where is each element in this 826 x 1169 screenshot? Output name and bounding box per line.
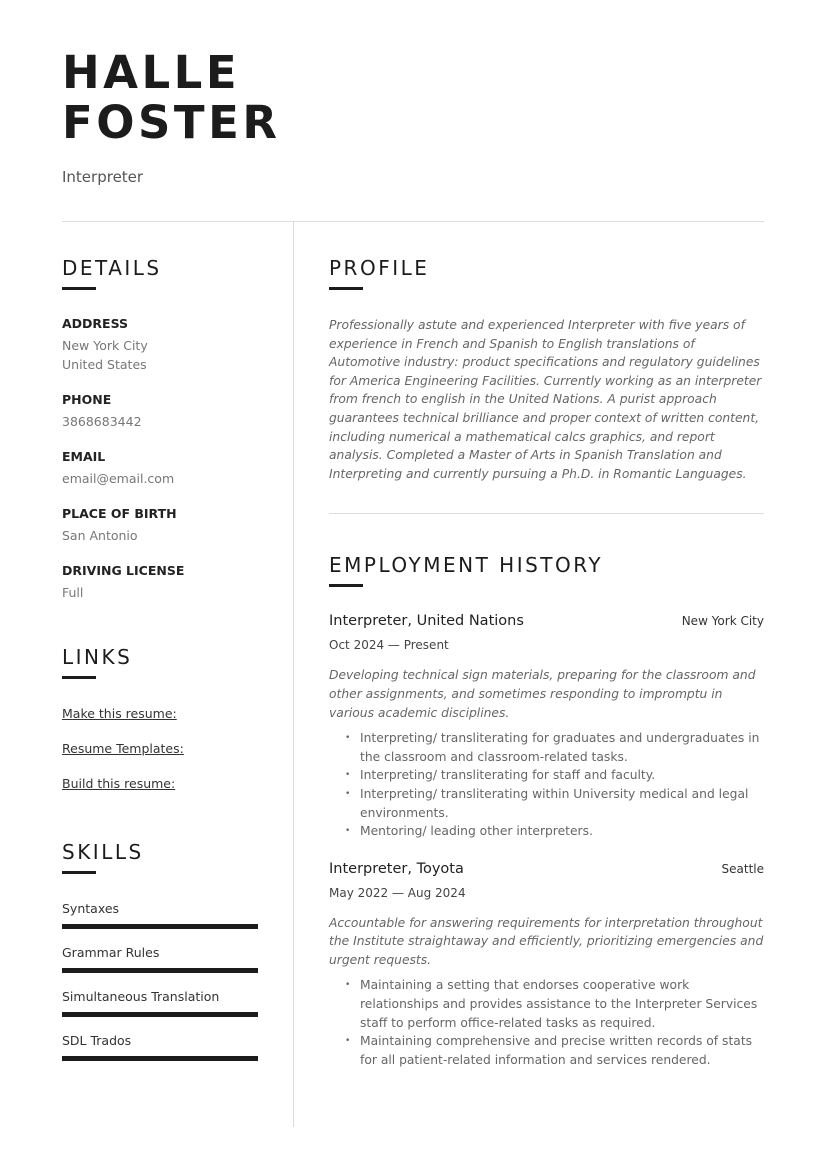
resume-link[interactable]: Resume Templates:: [62, 741, 184, 756]
details-section: [62, 255, 267, 602]
skills-section: [62, 839, 267, 1061]
detail-label: ADDRESS: [62, 316, 129, 331]
job-header: [329, 861, 764, 877]
heading-underline: [329, 584, 363, 587]
links-heading: LINKS: [62, 645, 133, 669]
employment-section: [329, 552, 764, 1069]
heading-underline: [62, 287, 96, 290]
skill-level-bar: [62, 1012, 258, 1017]
links-section: [62, 644, 267, 793]
employment-heading: EMPLOYMENT HISTORY: [329, 553, 604, 578]
skill-name: Simultaneous Translation: [62, 989, 220, 1004]
detail-label: PLACE OF BIRTH: [62, 506, 177, 521]
section-divider: [329, 513, 764, 514]
resume-link[interactable]: Make this resume:: [62, 706, 177, 721]
job-location: Seattle: [721, 861, 764, 876]
job-bullet: • Interpreting/ transliterating for staff and faculty.: [329, 766, 764, 785]
details-heading: DETAILS: [62, 256, 162, 280]
skill-level-bar: [62, 968, 258, 973]
profile-heading: PROFILE: [329, 256, 430, 280]
profile-text: Professionally astute and experienced Interpreter with five years of experience in French and Spanish to English translations of Automotive industry: product specifications and regulatory guidelines for America Engineering Facilities. Currently working as an interpreter from french to english in the United Nations. A purist approach guarantees technical brilliance and proper context of written content, including numerical a mathematical calcs graphics, and report analysis. Completed a Master of Arts in Spanish Translation and Interpreting and currently pursuing a Ph.D. in Romantic Languages.: [329, 318, 762, 481]
skill-name: Grammar Rules: [62, 945, 160, 960]
detail-label: PHONE: [62, 392, 112, 407]
detail-value-line: email@email.com: [62, 471, 175, 486]
detail-item: [62, 506, 267, 545]
skill-item: [62, 1032, 267, 1061]
job-title: Interpreter: [62, 168, 144, 186]
detail-value-line: 3868683442: [62, 414, 142, 429]
detail-value: [62, 412, 267, 431]
detail-item: [62, 449, 267, 488]
skill-name: Syntaxes: [62, 901, 120, 916]
resume-link[interactable]: Build this resume:: [62, 776, 176, 791]
detail-label: DRIVING LICENSE: [62, 563, 185, 578]
detail-value: [62, 526, 267, 545]
job-entry: [329, 861, 764, 1070]
skills-heading: SKILLS: [62, 840, 144, 864]
profile-section: [329, 255, 764, 483]
detail-value: [62, 469, 267, 488]
detail-item: [62, 563, 267, 602]
heading-underline: [329, 287, 363, 290]
last-name: FOSTER: [62, 96, 281, 149]
job-bullets: [329, 976, 764, 1069]
header-divider: [62, 221, 764, 222]
first-name: HALLE: [62, 46, 241, 99]
heading-underline: [62, 676, 96, 679]
job-bullets: [329, 729, 764, 841]
detail-value: [62, 583, 267, 602]
job-dates: Oct 2024 — Present: [329, 638, 449, 653]
detail-item: [62, 316, 267, 374]
heading-underline: [62, 871, 96, 874]
column-divider: [293, 222, 294, 1127]
skill-item: [62, 944, 267, 973]
detail-value-line: Full: [62, 585, 84, 600]
job-position: Interpreter, Toyota: [329, 860, 464, 877]
detail-value: [62, 336, 267, 374]
job-location: New York City: [681, 614, 764, 629]
job-bullet: • Interpreting/ transliterating within University medical and legal environments.: [329, 785, 764, 822]
skill-item: [62, 900, 267, 929]
skill-level-bar: [62, 1056, 258, 1061]
job-description: Developing technical sign materials, preparing for the classroom and other assignments, and sometimes responding to impromptu in various academic disciplines.: [329, 668, 756, 720]
job-bullet: • Interpreting/ transliterating for graduates and undergraduates in the classroom and classroom-related tasks.: [329, 729, 764, 766]
job-bullet: • Maintaining a setting that endorses cooperative work relationships and provides assistance to the Interpreter Services staff to perform office-related tasks as required.: [329, 976, 764, 1032]
skill-level-bar: [62, 924, 258, 929]
job-entry: [329, 613, 764, 840]
job-description: Accountable for answering requirements for interpretation throughout the Institute straightaway and efficiently, prioritizing emergencies and urgent requests.: [329, 915, 764, 967]
right-column: [329, 255, 764, 1069]
job-header: [329, 613, 764, 629]
skill-item: [62, 988, 267, 1017]
detail-value-line: United States: [62, 357, 147, 372]
job-bullet: • Maintaining comprehensive and precise written records of stats for all patient-related information and services rendered.: [329, 1032, 764, 1069]
candidate-name: [62, 48, 281, 148]
detail-label: EMAIL: [62, 449, 106, 464]
job-dates: May 2022 — Aug 2024: [329, 885, 466, 900]
detail-value-line: San Antonio: [62, 528, 138, 543]
job-bullet: • Mentoring/ leading other interpreters.: [329, 822, 764, 841]
detail-item: [62, 392, 267, 431]
job-position: Interpreter, United Nations: [329, 613, 524, 630]
detail-value-line: New York City: [62, 338, 148, 353]
skill-name: SDL Trados: [62, 1033, 132, 1048]
left-column: [62, 255, 267, 1061]
